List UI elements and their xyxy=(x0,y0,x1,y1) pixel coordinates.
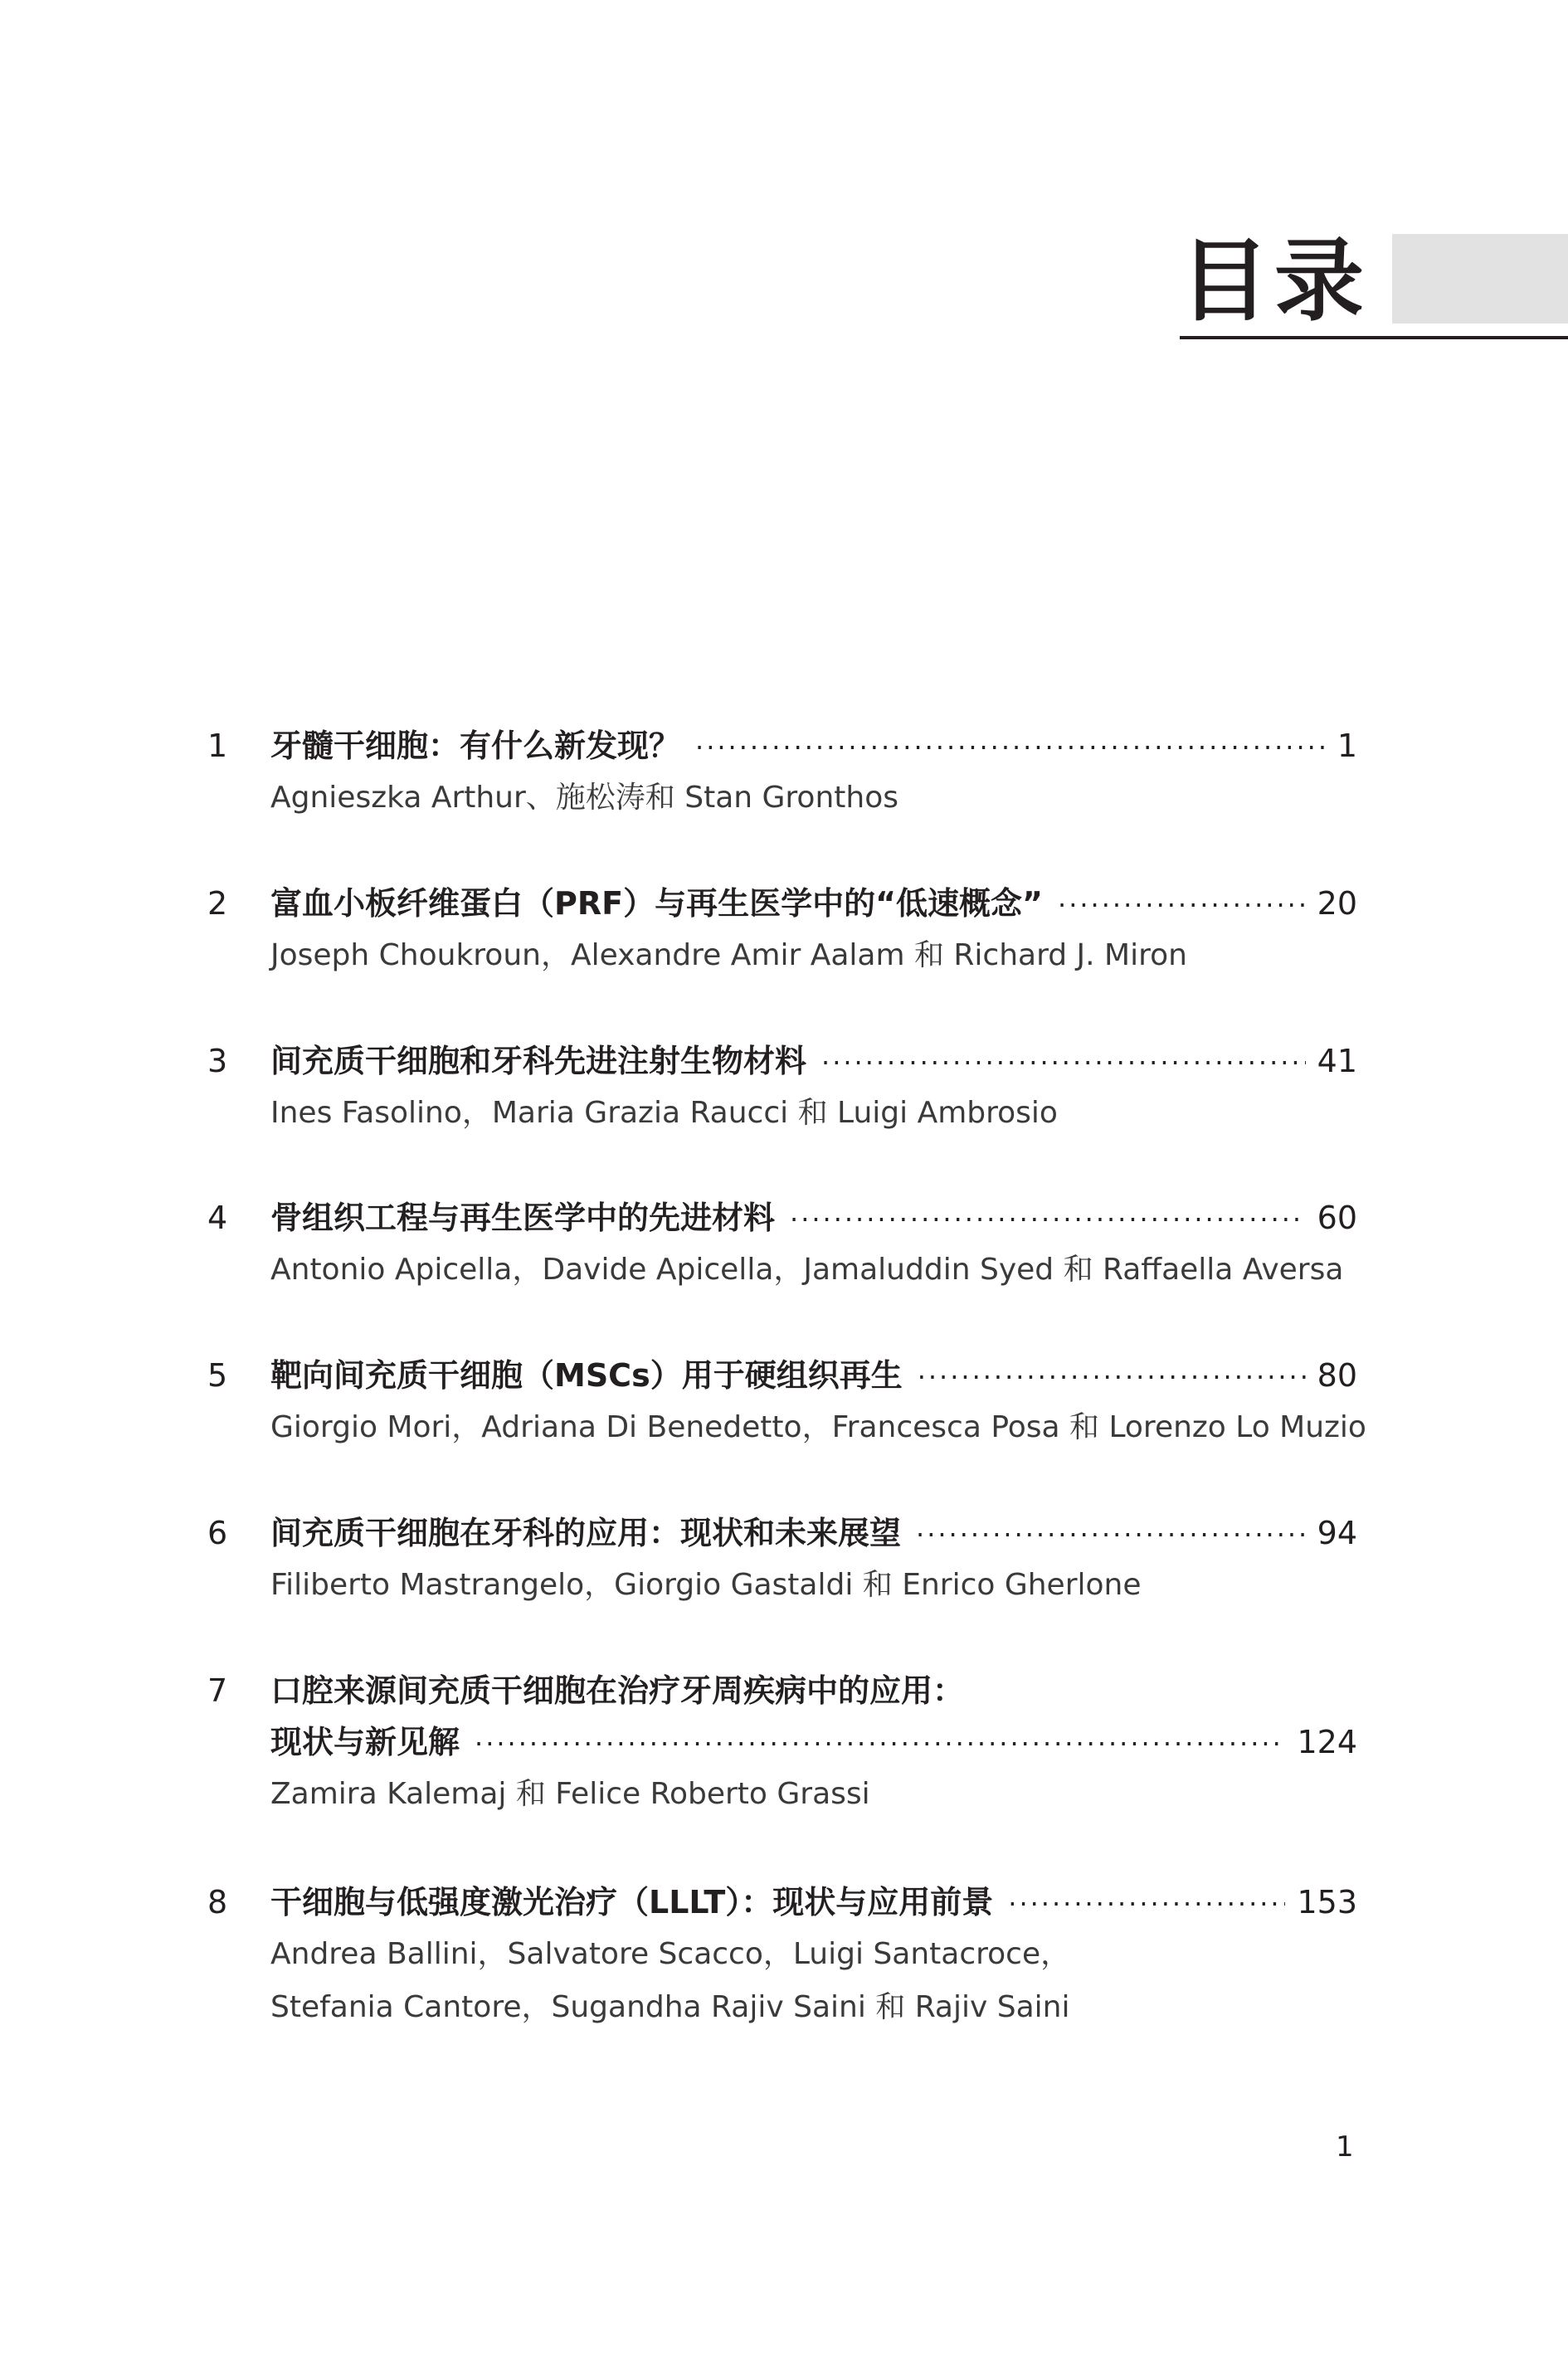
page-reference[interactable]: 153 xyxy=(1297,1884,1357,1920)
toc-entry-6[interactable] xyxy=(207,1507,1357,1612)
chapter-number: 6 xyxy=(207,1515,228,1551)
chapter-authors-line-1: Andrea Ballini，Salvatore Scacco，Luigi Santacroce， xyxy=(270,1937,1071,1971)
leader-dots xyxy=(695,722,1326,773)
chapter-authors: Giorgio Mori，Adriana Di Benedetto，Francesca Posa 和 Lorenzo Lo Muzio xyxy=(270,1410,1366,1444)
chapter-title-line-1[interactable]: 口腔来源间充质干细胞在治疗牙周疾病中的应用： xyxy=(270,1672,965,1709)
chapter-title[interactable]: 干细胞与低强度激光治疗（LLLT）：现状与应用前景 xyxy=(270,1884,994,1920)
leader-dots xyxy=(1008,1878,1285,1930)
toc-entry-1[interactable] xyxy=(207,720,1357,825)
chapter-authors: Joseph Choukroun，Alexandre Amir Aalam 和 Richard J. Miron xyxy=(270,938,1187,972)
page-reference[interactable]: 80 xyxy=(1317,1357,1357,1394)
chapter-number: 5 xyxy=(207,1357,228,1394)
chapter-number: 4 xyxy=(207,1200,228,1236)
title-underline xyxy=(1180,336,1568,339)
page-reference[interactable]: 94 xyxy=(1317,1515,1357,1551)
chapter-authors: Ines Fasolino，Maria Grazia Raucci 和 Luigi Ambrosio xyxy=(270,1096,1058,1130)
chapter-title[interactable]: 间充质干细胞在牙科的应用：现状和未来展望 xyxy=(270,1515,902,1551)
page-reference[interactable]: 124 xyxy=(1297,1724,1357,1760)
leader-dots xyxy=(790,1194,1306,1245)
chapter-number: 7 xyxy=(207,1672,228,1709)
toc-entry-4[interactable] xyxy=(207,1192,1357,1297)
chapter-title[interactable]: 间充质干细胞和牙科先进注射生物材料 xyxy=(270,1043,807,1079)
chapter-authors: Zamira Kalemaj 和 Felice Roberto Grassi xyxy=(270,1777,870,1811)
chapter-authors-line-2: Stefania Cantore，Sugandha Rajiv Saini 和 Rajiv Saini xyxy=(270,1990,1070,2024)
chapter-authors: Antonio Apicella，Davide Apicella，Jamaluddin Syed 和 Raffaella Aversa xyxy=(270,1253,1344,1287)
page-reference[interactable]: 60 xyxy=(1317,1200,1357,1236)
chapter-number: 1 xyxy=(207,728,228,764)
page-reference[interactable]: 20 xyxy=(1317,885,1357,922)
chapter-title[interactable]: 靶向间充质干细胞（MSCs）用于硬组织再生 xyxy=(270,1357,903,1394)
toc-entry-2[interactable] xyxy=(207,878,1357,982)
leader-dots xyxy=(916,1509,1306,1560)
leader-dots xyxy=(1058,879,1306,931)
chapter-authors: Filiberto Mastrangelo，Giorgio Gastaldi 和 Enrico Gherlone xyxy=(270,1568,1142,1602)
page-reference[interactable]: 1 xyxy=(1337,728,1357,764)
toc-entry-5[interactable] xyxy=(207,1350,1366,1454)
page-number: 1 xyxy=(1336,2130,1354,2164)
toc-entry-3[interactable] xyxy=(207,1035,1357,1140)
toc-title: 目录 xyxy=(1180,230,1370,333)
chapter-title[interactable]: 富血小板纤维蛋白（PRF）与再生医学中的“低速概念” xyxy=(270,885,1044,922)
chapter-authors: Agnieszka Arthur、施松涛和 Stan Gronthos xyxy=(270,781,898,815)
chapter-title[interactable]: 牙髓干细胞：有什么新发现？ xyxy=(270,728,681,764)
title-decoration-block xyxy=(1392,234,1568,324)
chapter-title[interactable]: 骨组织工程与再生医学中的先进材料 xyxy=(270,1200,776,1236)
chapter-number: 8 xyxy=(207,1884,228,1920)
toc-entry-7[interactable] xyxy=(207,1665,1357,1821)
chapter-number: 3 xyxy=(207,1043,228,1079)
leader-dots xyxy=(475,1718,1285,1769)
toc-entry-8[interactable] xyxy=(207,1877,1357,2034)
leader-dots xyxy=(918,1351,1306,1403)
page-reference[interactable]: 41 xyxy=(1317,1043,1357,1079)
chapter-title-line-2[interactable]: 现状与新见解 xyxy=(270,1724,460,1760)
chapter-number: 2 xyxy=(207,885,228,922)
leader-dots xyxy=(821,1037,1306,1088)
